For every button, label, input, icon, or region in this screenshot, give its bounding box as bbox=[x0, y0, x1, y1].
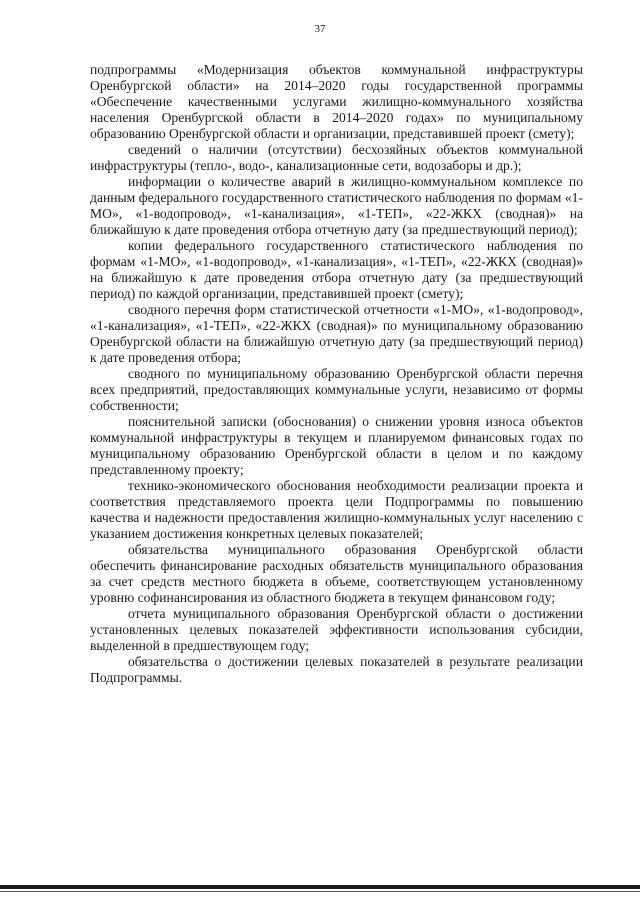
paragraph: технико-экономического обоснования необходимости реализации проекта и соответствия представляемого проекта цели Подпрограммы по повышению качества и надежности предоставления жилищно-коммунальных услуг населению с указанием достижения конкретных целевых показателей; bbox=[90, 478, 583, 541]
paragraph: информации о количестве аварий в жилищно-коммунальном комплексе по данным федерального государственного статистического наблюдения по формам «1-МО», «1-водопровод», «1-канализация», «1-ТЕП», «22-ЖКХ (сводная)» на ближайшую к дате проведения отбора отчетную дату (за предшествующий период); bbox=[90, 174, 583, 237]
paragraph: подпрограммы «Модернизация объектов коммунальной инфраструктуры Оренбургской области» на 2014–2020 годы государственной программы «Обеспечение качественными услугами жилищно-коммунального хозяйства населения Оренбургской области в 2014–2020 годах» по муниципальному образованию Оренбургской области и организации, представившей проект (смету); bbox=[90, 62, 583, 141]
paragraph: сводного перечня форм статистической отчетности «1-МО», «1-водопровод», «1-канализация», «1-ТЕП», «22-ЖКХ (сводная)» по муниципальному образованию Оренбургской области на ближайшую отчетную дату (за предшествующий период) к дате проведения отбора; bbox=[90, 302, 583, 365]
paragraph: сводного по муниципальному образованию Оренбургской области перечня всех предприятий, предоставляющих коммунальные услуги, независимо от формы собственности; bbox=[90, 366, 583, 413]
paragraph: обязательства о достижении целевых показателей в результате реализации Подпрограммы. bbox=[90, 654, 583, 685]
page-number: 37 bbox=[314, 23, 326, 35]
scan-edge-rule bbox=[0, 885, 640, 889]
paragraph: пояснительной записки (обоснования) о снижении уровня износа объектов коммунальной инфраструктуры в текущем и планируемом финансовых годах по муниципальному образованию Оренбургской области в целом и по каждому представленному проекту; bbox=[90, 414, 583, 477]
scan-edge-rule-thin bbox=[0, 891, 640, 892]
paragraph: отчета муниципального образования Оренбургской области о достижении установленных целевых показателей эффективности использования субсидии, выделенной в предшествующем году; bbox=[90, 606, 583, 653]
paragraph: копии федерального государственного статистического наблюдения по формам «1-МО», «1-водопровод», «1-канализация», «1-ТЕП», «22-ЖКХ (сводная)» на ближайшую к дате проведения отбора отчетную дату (за предшествующий период) по каждой организации, представившей проект (смету); bbox=[90, 238, 583, 301]
paragraph: сведений о наличии (отсутствии) бесхозяйных объектов коммунальной инфраструктуры (тепло-, водо-, канализационные сети, водозаборы и др.); bbox=[90, 142, 583, 173]
paragraph: обязательства муниципального образования Оренбургской области обеспечить финансирование расходных обязательств муниципального образования за счет средств местного бюджета в объеме, соответствующем установленному уровню софинансирования из областного бюджета в текущем финансовом году; bbox=[90, 542, 583, 605]
document-body bbox=[90, 62, 583, 686]
